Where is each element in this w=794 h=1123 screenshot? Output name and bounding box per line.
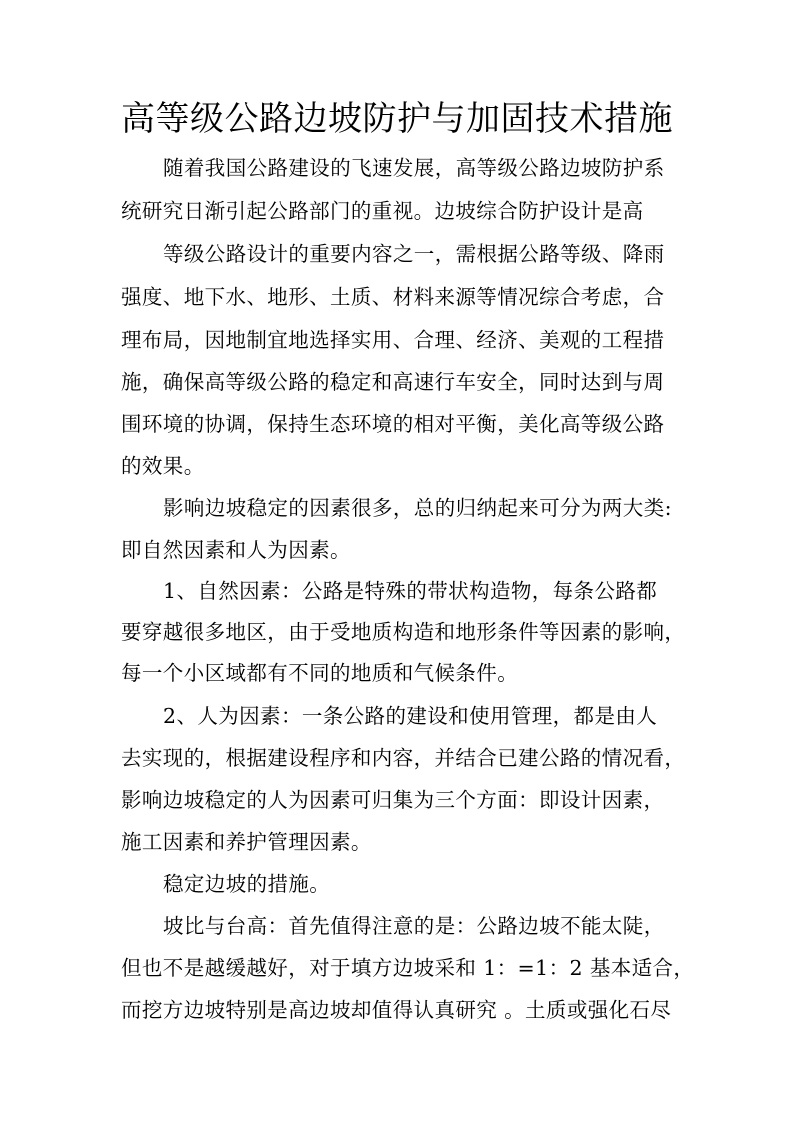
paragraph-line: 随着我国公路建设的飞速发展，高等级公路边坡防护系 bbox=[163, 156, 665, 180]
paragraph-line: 施，确保高等级公路的稳定和高速行车安全，同时达到与周 bbox=[121, 370, 665, 394]
paragraph-line: 2、人为因素：一条公路的建设和使用管理，都是由人 bbox=[163, 704, 658, 728]
paragraph-line: 而挖方边坡特别是高边坡却值得认真研究 。土质或强化石尽 bbox=[121, 998, 672, 1022]
paragraph-line: 围环境的协调，保持生态环境的相对平衡，美化高等级公路 bbox=[121, 412, 665, 436]
document-title: 高等级公路边坡防护与加固技术措施 bbox=[121, 99, 673, 139]
paragraph-line: 稳定边坡的措施。 bbox=[163, 872, 331, 896]
paragraph-line: 施工因素和养护管理因素。 bbox=[121, 830, 372, 854]
paragraph-line: 要穿越很多地区，由于受地质构造和地形条件等因素的影响， bbox=[121, 620, 686, 644]
paragraph-line: 每一个小区域都有不同的地质和气候条件。 bbox=[121, 661, 519, 685]
paragraph-line: 强度、地下水、地形、土质、材料来源等情况综合考虑，合 bbox=[121, 285, 665, 309]
paragraph-line: 去实现的，根据建设程序和内容，并结合已建公路的情况看， bbox=[121, 746, 686, 770]
paragraph-line: 等级公路设计的重要内容之一，需根据公路等级、降雨 bbox=[163, 242, 665, 266]
paragraph-line: 即自然因素和人为因素。 bbox=[121, 538, 351, 562]
paragraph-line: 影响边坡稳定的人为因素可归集为三个方面：即设计因素， bbox=[121, 788, 665, 812]
paragraph-line: 1、自然因素：公路是特殊的带状构造物，每条公路都 bbox=[163, 579, 658, 603]
paragraph-line: 的效果。 bbox=[121, 454, 205, 478]
paragraph-line: 但也不是越缓越好，对于填方边坡采和 1：=1：2 基本适合， bbox=[121, 956, 695, 980]
paragraph-line: 坡比与台高：首先值得注意的是：公路边坡不能太陡， bbox=[163, 914, 665, 938]
paragraph-line: 统研究日渐引起公路部门的重视。边坡综合防护设计是高 bbox=[121, 199, 644, 223]
paragraph-line: 理布局，因地制宜地选择实用、合理、经济、美观的工程措 bbox=[121, 328, 665, 352]
paragraph-line: 影响边坡稳定的因素很多，总的归纳起来可分为两大类: bbox=[163, 496, 672, 520]
